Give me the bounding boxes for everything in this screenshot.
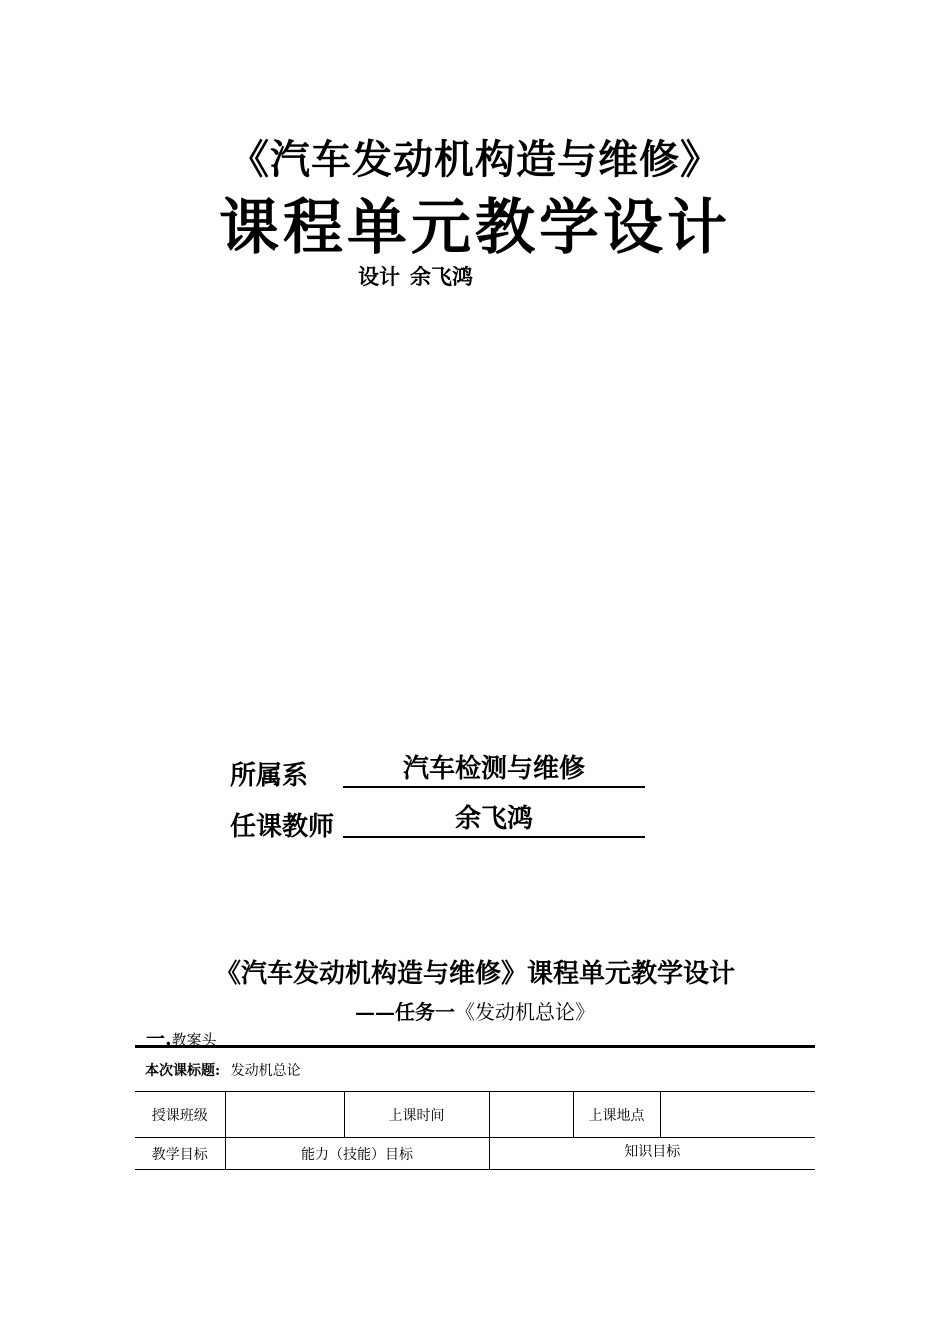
department-value: 汽车检测与维修: [343, 752, 645, 788]
cover-title-course: 《汽车发动机构造与维修》: [229, 136, 721, 183]
topic-label: 本次课标题:: [145, 1062, 221, 1079]
unit-title: 《汽车发动机构造与维修》课程单元教学设计: [214, 959, 735, 989]
place-label: 上课地点: [573, 1092, 660, 1138]
teacher-value: 余飞鸿: [343, 802, 645, 838]
topic-value: 发动机总论: [230, 1062, 301, 1079]
table-row-topic: [135, 1047, 815, 1092]
section-number: 一.: [146, 1028, 172, 1050]
topic-cell: [135, 1047, 815, 1092]
class-value[interactable]: [225, 1092, 344, 1138]
unit-subtitle-prefix: ——任务一: [355, 1000, 455, 1024]
goals-label: 教学目标: [135, 1138, 225, 1170]
teacher-label: 任课教师: [230, 812, 335, 842]
designer-label: 设计: [358, 264, 400, 289]
table-row-goals: [135, 1138, 815, 1170]
table-row-schedule: [135, 1092, 815, 1138]
department-label: 所属系: [230, 761, 309, 791]
place-value[interactable]: [660, 1092, 815, 1138]
ability-goal-header: 能力（技能）目标: [225, 1138, 489, 1170]
time-value[interactable]: [489, 1092, 573, 1138]
class-label: 授课班级: [135, 1092, 225, 1138]
time-label: 上课时间: [344, 1092, 489, 1138]
designer-line: [358, 261, 473, 291]
section-title: 教案头: [171, 1031, 217, 1049]
designer-name: 余飞鸿: [410, 264, 473, 289]
knowledge-goal-header: 知识目标: [489, 1138, 815, 1170]
lesson-header-table: [135, 1045, 815, 1170]
cover-title-design: 课程单元教学设计: [219, 193, 731, 263]
unit-subtitle-task: 《发动机总论》: [455, 1000, 595, 1024]
unit-subtitle: [0, 996, 950, 1025]
